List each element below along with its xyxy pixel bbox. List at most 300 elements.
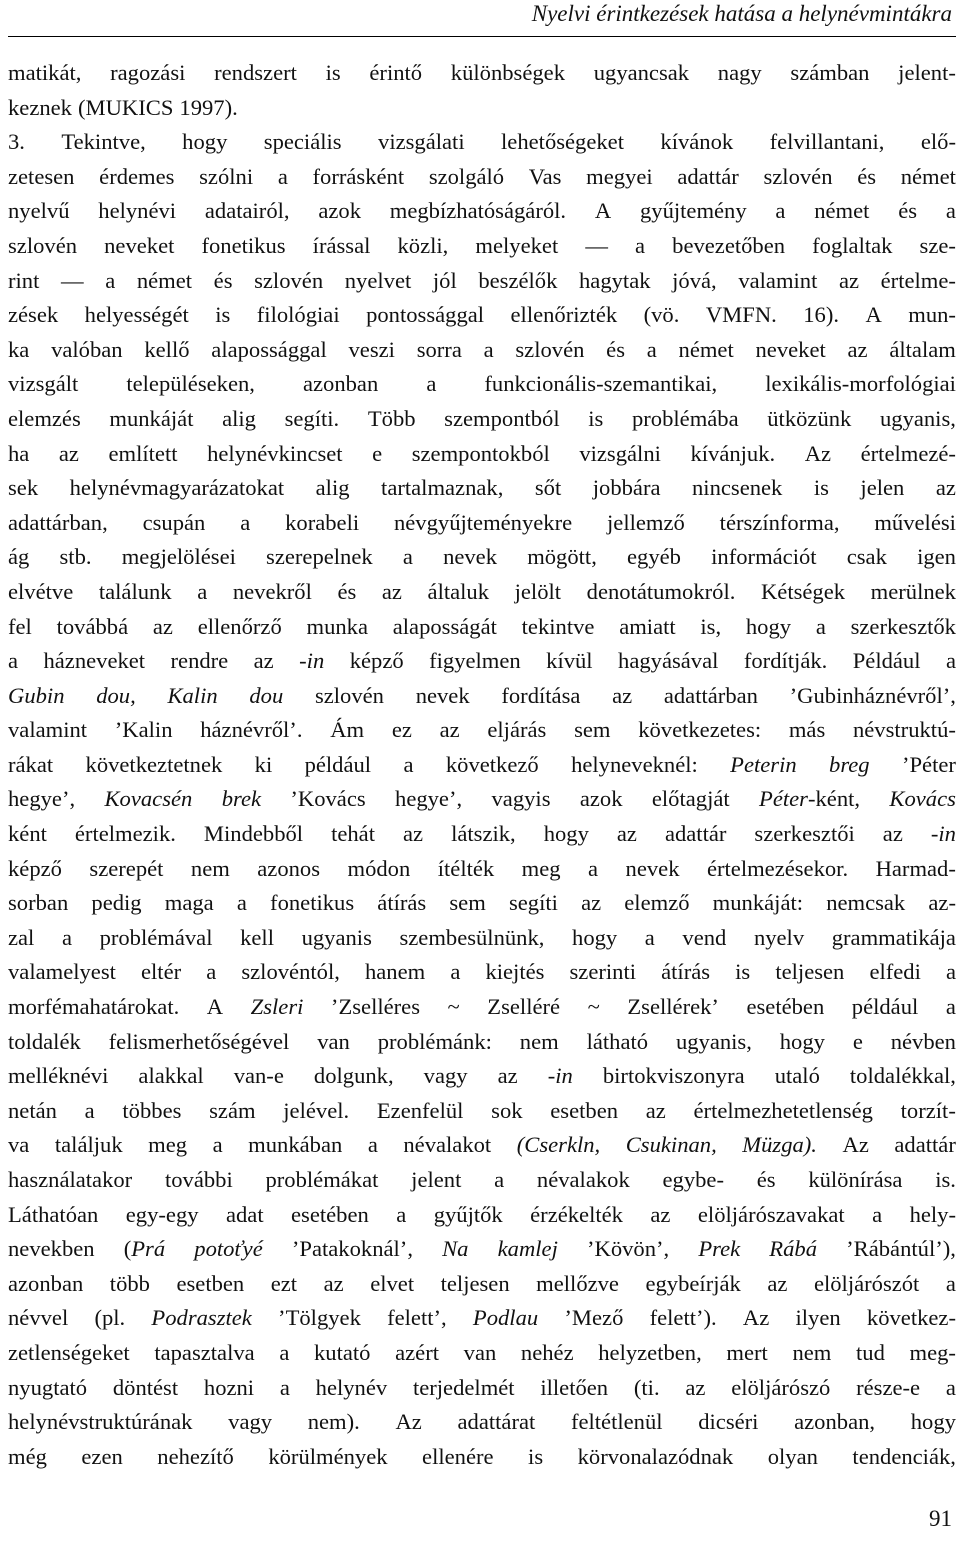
text-line (8, 1025, 956, 1060)
word: tehát (331, 821, 375, 847)
word: érintő (369, 60, 423, 85)
text-line (8, 886, 956, 921)
word: meg- (909, 1339, 956, 1365)
word: például (851, 994, 919, 1020)
text-line (8, 782, 956, 817)
word: fordítják. (743, 648, 828, 674)
word: brek (221, 786, 261, 812)
word: vagy (228, 1409, 273, 1435)
word: birtokviszonyra (602, 1063, 745, 1089)
word: a (945, 1374, 956, 1400)
text-line (8, 1301, 956, 1336)
text-line (8, 1267, 956, 1302)
word: a (494, 1167, 505, 1192)
word: és (337, 578, 357, 604)
word: ellenőrző (197, 613, 282, 639)
word: ezen (81, 1443, 123, 1469)
word: nyelvű (8, 198, 70, 224)
word: dou, (96, 682, 136, 708)
word: térszínforma, (719, 509, 840, 535)
word: alig (315, 475, 350, 501)
word: sek (8, 475, 39, 501)
word: kutató (314, 1339, 371, 1365)
word: nyelvet (344, 267, 412, 293)
word: fel (8, 613, 32, 639)
word: zal (8, 924, 35, 950)
word: kamlej (497, 1236, 558, 1262)
word: az (439, 717, 460, 743)
word: ezt (270, 1270, 298, 1296)
word: jelen (860, 475, 905, 501)
word: segíti. (284, 405, 340, 431)
word: értelmezé- (860, 440, 956, 466)
word: pedig (91, 890, 142, 916)
word: a (61, 924, 72, 950)
word: szerinti (569, 959, 637, 985)
word: rendre (170, 648, 229, 674)
word: elemzés (8, 405, 81, 431)
word: mögött, (527, 544, 597, 570)
word: találjuk (54, 1132, 123, 1158)
word: hogy (572, 924, 618, 950)
word: a (426, 371, 437, 397)
text-line (8, 367, 956, 402)
word: A (865, 302, 882, 328)
word: látható (586, 1028, 649, 1054)
word: Több (367, 405, 416, 431)
word: és (213, 267, 233, 293)
word: veszi (348, 336, 395, 362)
word: ugyanis, (879, 405, 956, 431)
word: zetesen (8, 163, 75, 189)
word: matikát, (8, 60, 82, 85)
word: mert (726, 1339, 768, 1365)
text-line (8, 852, 956, 887)
word: munkáját: (712, 890, 804, 916)
text-line (8, 1094, 956, 1129)
word: szerkesztők (850, 613, 956, 639)
text-line (8, 264, 956, 299)
word: -in (930, 821, 956, 847)
word: Láthatóan (8, 1201, 99, 1227)
word: esetben (550, 1097, 619, 1123)
word: is, (700, 613, 722, 639)
word: jellemző (607, 509, 685, 535)
word: forrásként (312, 163, 405, 189)
word: többes (122, 1097, 182, 1123)
word: segíti (508, 890, 558, 916)
text-line (8, 1059, 956, 1094)
word: említett (108, 440, 178, 466)
word: potoťyé (194, 1236, 263, 1262)
word: értelmezésekor. (706, 855, 849, 881)
word: a (8, 648, 19, 674)
word: sem (574, 717, 611, 743)
word: Müzga). (742, 1132, 817, 1158)
word: Például (852, 648, 921, 674)
word: és (898, 198, 918, 224)
word: 1997). (179, 94, 238, 120)
word: mellőzve (536, 1270, 619, 1296)
word: az (645, 1097, 666, 1123)
word: a (279, 1339, 290, 1365)
word: német (900, 163, 956, 189)
word: (pl. (94, 1305, 126, 1331)
word: nem (792, 1339, 832, 1365)
word: jelölt (514, 578, 562, 604)
word: elöljárószavakat (697, 1201, 845, 1227)
word: a (635, 232, 646, 258)
word: felett’). (649, 1305, 717, 1331)
word: információt (711, 544, 817, 570)
word: ’Kalin (114, 717, 173, 743)
word: toldalék (8, 1028, 81, 1054)
word: azért (395, 1339, 440, 1365)
text-line (8, 506, 956, 541)
word: értelmezik. (74, 821, 176, 847)
word: a (236, 890, 247, 916)
word: a (644, 924, 655, 950)
word: van-e (233, 1063, 284, 1089)
text-line (8, 125, 956, 160)
word: döntést (112, 1374, 179, 1400)
text-line (8, 1405, 956, 1440)
word: dou (249, 682, 284, 708)
text-line (8, 540, 956, 575)
word: számban (790, 60, 870, 85)
word: nevekről (232, 578, 312, 604)
word: helyességét (84, 302, 189, 328)
word: munkában (248, 1132, 343, 1158)
word: ilyen (795, 1305, 841, 1331)
word: látszik, (451, 821, 516, 847)
word: szlovén (254, 267, 324, 293)
word: -in (299, 648, 325, 674)
word: adattár (894, 1132, 956, 1158)
word: gyűjtők (433, 1201, 503, 1227)
word: névalakok (536, 1167, 630, 1192)
word: amiatt (619, 613, 676, 639)
word: is (528, 1443, 544, 1469)
word: ragozási (110, 60, 186, 85)
text-line (8, 921, 956, 956)
word: vizsgálati (378, 129, 465, 155)
word: kívül (546, 648, 593, 674)
word: Ezenfelül (376, 1097, 464, 1123)
word: helynévi (98, 198, 177, 224)
word: felismerhetőségével (108, 1028, 290, 1054)
text-line (8, 402, 956, 437)
word: adat (225, 1201, 264, 1227)
word: jelent- (898, 60, 956, 85)
word: a (84, 1097, 95, 1123)
word: csupán (142, 509, 206, 535)
word: Az (804, 440, 832, 466)
word: nemcsak (826, 890, 906, 916)
word: szempontból (444, 405, 560, 431)
word: rákat (8, 751, 54, 777)
word: valamint (738, 267, 818, 293)
word: pontossággal (366, 302, 485, 328)
word: érdemes (99, 163, 175, 189)
word: névalakot (403, 1132, 492, 1158)
word: a (105, 267, 116, 293)
word: használatakor (8, 1167, 133, 1192)
word: problémákat (265, 1167, 379, 1192)
word: elemző (624, 890, 690, 916)
word: következ- (866, 1305, 956, 1331)
running-header-title: Nyelvi érintkezések hatása a helynévmintákra (531, 1, 952, 26)
word: Kovacsén (104, 786, 193, 812)
word: az (838, 267, 860, 293)
word: az (381, 578, 402, 604)
word: nagy (717, 60, 762, 85)
word: hogy (543, 821, 589, 847)
body-text (8, 56, 956, 1474)
word: figyelmen (429, 648, 521, 674)
word: jobbára (592, 475, 661, 501)
word: torzít- (900, 1097, 956, 1123)
word: a (945, 648, 956, 674)
word: felvillantani, (769, 129, 885, 155)
word: még (8, 1443, 47, 1469)
word: a (945, 994, 956, 1020)
word: továbbá (56, 613, 129, 639)
word: beszélők (478, 267, 558, 293)
word: jóvá, (672, 267, 717, 293)
word: problémánk: (377, 1028, 492, 1054)
word: a (197, 578, 208, 604)
word: neveket (104, 232, 175, 258)
word: Ám (330, 717, 365, 743)
word: ellenőrizték (510, 302, 618, 328)
word: helynévkincset (207, 440, 343, 466)
word: közli, (397, 232, 449, 258)
word: a (279, 1374, 290, 1400)
word: — (585, 232, 608, 258)
word: német (136, 267, 193, 293)
word: igen (917, 544, 956, 570)
word: ítélték (437, 855, 495, 881)
word: ellenére (422, 1443, 494, 1469)
word: például (304, 751, 372, 777)
word: sok (491, 1097, 523, 1123)
word: írással (312, 232, 371, 258)
word: a (945, 1270, 956, 1296)
word: breg (829, 751, 870, 777)
word: alapossággal (211, 336, 327, 362)
word: kellő (144, 336, 190, 362)
word: bevezetőben (672, 232, 786, 258)
text-line (8, 91, 956, 126)
word: azonban (302, 371, 379, 397)
word: adatairól, (204, 198, 290, 224)
word: adattárban, (8, 509, 108, 535)
word: korabeli (285, 509, 360, 535)
word: keznek (8, 94, 72, 120)
word: hagyásával (618, 648, 719, 674)
word: az- (928, 890, 956, 916)
word: problémába (631, 405, 739, 431)
word: szempontokból (411, 440, 550, 466)
word: teljesen (440, 1270, 510, 1296)
word: ugyancsak (593, 60, 690, 85)
word: zetlenségeket (8, 1339, 130, 1365)
word: szerkesztői (754, 821, 855, 847)
word: jelével. (283, 1097, 350, 1123)
word: 16). (803, 302, 840, 328)
word: esetében (291, 1201, 369, 1227)
word: Podrasztek (151, 1305, 252, 1331)
word: az (152, 613, 173, 639)
word: dicséri (698, 1409, 759, 1435)
word: elvet (370, 1270, 415, 1296)
text-line (8, 575, 956, 610)
word: a (872, 1201, 883, 1227)
word: feltétlenül (570, 1409, 663, 1435)
word: Peterin (730, 751, 797, 777)
word: tapasztalva (154, 1339, 255, 1365)
word: ’Kovács (290, 786, 366, 812)
word: melléknévi (8, 1063, 109, 1089)
word: elöljárószót (813, 1270, 920, 1296)
word: vagyis (491, 786, 551, 812)
word: képző (8, 855, 62, 881)
word: Harmad- (875, 855, 956, 881)
word: a (815, 613, 826, 639)
word: helynévmagyarázatokat (69, 475, 285, 501)
word: nevek (625, 855, 680, 881)
word: Kétségek (760, 578, 846, 604)
word: ’Gubinháznévről’, (789, 682, 956, 708)
word: képző (349, 648, 404, 674)
word: vend (682, 924, 727, 950)
word: hegye’, (8, 786, 76, 812)
word: csak (846, 544, 887, 570)
word: sem (449, 890, 486, 916)
word: van (317, 1028, 350, 1054)
word: alig (222, 405, 256, 431)
word: az (403, 821, 424, 847)
word: következetes: (638, 717, 762, 743)
word: hegye’, (395, 786, 463, 812)
text-line (8, 56, 956, 91)
word: Kovács (889, 786, 956, 812)
word: elfedi (869, 959, 921, 985)
word: hanem (364, 959, 426, 985)
word: az (882, 821, 903, 847)
word: jelent (411, 1167, 462, 1192)
word: ként (8, 821, 47, 847)
word: helynév (315, 1374, 388, 1400)
word: értelmezhetetlenség (693, 1097, 873, 1123)
word: foglaltak (812, 232, 893, 258)
word: jól (432, 267, 457, 293)
word: nem (190, 855, 230, 881)
word: eltér (141, 959, 182, 985)
word: értelme- (880, 267, 956, 293)
word: hely- (909, 1201, 956, 1227)
word: az (253, 648, 274, 674)
word: meg (521, 855, 561, 881)
word: házneveket (43, 648, 146, 674)
word: ki (254, 751, 273, 777)
word: nevek (443, 544, 498, 570)
word: része-e (856, 1374, 921, 1400)
word: is (215, 302, 231, 328)
word: ’Tölgyek (278, 1305, 361, 1331)
word: (ti. (633, 1374, 660, 1400)
word: sőt (534, 475, 562, 501)
word: településeken, (126, 371, 255, 397)
word: a (403, 751, 414, 777)
word: Az (742, 1305, 770, 1331)
word: ha (8, 440, 30, 466)
word: melyeket (475, 232, 559, 258)
word: szolgáló (428, 163, 505, 189)
word: filológiai (256, 302, 340, 328)
word: van (463, 1339, 497, 1365)
word: adattárban (663, 682, 758, 708)
word: hogy (910, 1409, 956, 1435)
word: egybeírják (645, 1270, 741, 1296)
word: különírása (808, 1167, 903, 1192)
word: nevekben (8, 1236, 95, 1262)
text-line (8, 298, 956, 333)
word: Zsleri (250, 994, 304, 1020)
word: átírás (661, 959, 711, 985)
text-line (8, 713, 956, 748)
word: ’Patakoknál’, (291, 1236, 413, 1262)
word: VMFN. (705, 302, 777, 328)
word: tekintve (521, 613, 595, 639)
word: körülmények (268, 1443, 388, 1469)
word: neveket (755, 336, 826, 362)
word: felett’, (387, 1305, 447, 1331)
word: az (581, 890, 602, 916)
word: a (483, 336, 494, 362)
word: elő- (920, 129, 956, 155)
word: rendszert (214, 60, 297, 85)
word: Rábá (769, 1236, 817, 1262)
word: hozni (203, 1374, 255, 1400)
word: ’Rábántúl’), (846, 1236, 956, 1262)
word: e (852, 1028, 863, 1054)
word: művelési (874, 509, 956, 535)
text-line (8, 1198, 956, 1233)
word: va (8, 1132, 30, 1158)
word: hogy (779, 1028, 825, 1054)
text-line (8, 679, 956, 714)
word: mun- (908, 302, 956, 328)
text-line (8, 160, 956, 195)
text-line (8, 610, 956, 645)
word: is (813, 475, 829, 501)
word: azonban, (794, 1409, 876, 1435)
word: adattárat (457, 1409, 536, 1435)
page-number: 91 (929, 1506, 952, 1531)
word: megbízhatóságáról. (389, 198, 567, 224)
word: találunk (98, 578, 172, 604)
word: esetében (746, 994, 825, 1020)
word: -in (547, 1063, 573, 1089)
word: Mindebből (203, 821, 304, 847)
word: más (788, 717, 826, 743)
word: Az (395, 1409, 422, 1435)
word: nehéz (520, 1339, 574, 1365)
word: dolgunk, (313, 1063, 394, 1089)
word: az (847, 336, 868, 362)
